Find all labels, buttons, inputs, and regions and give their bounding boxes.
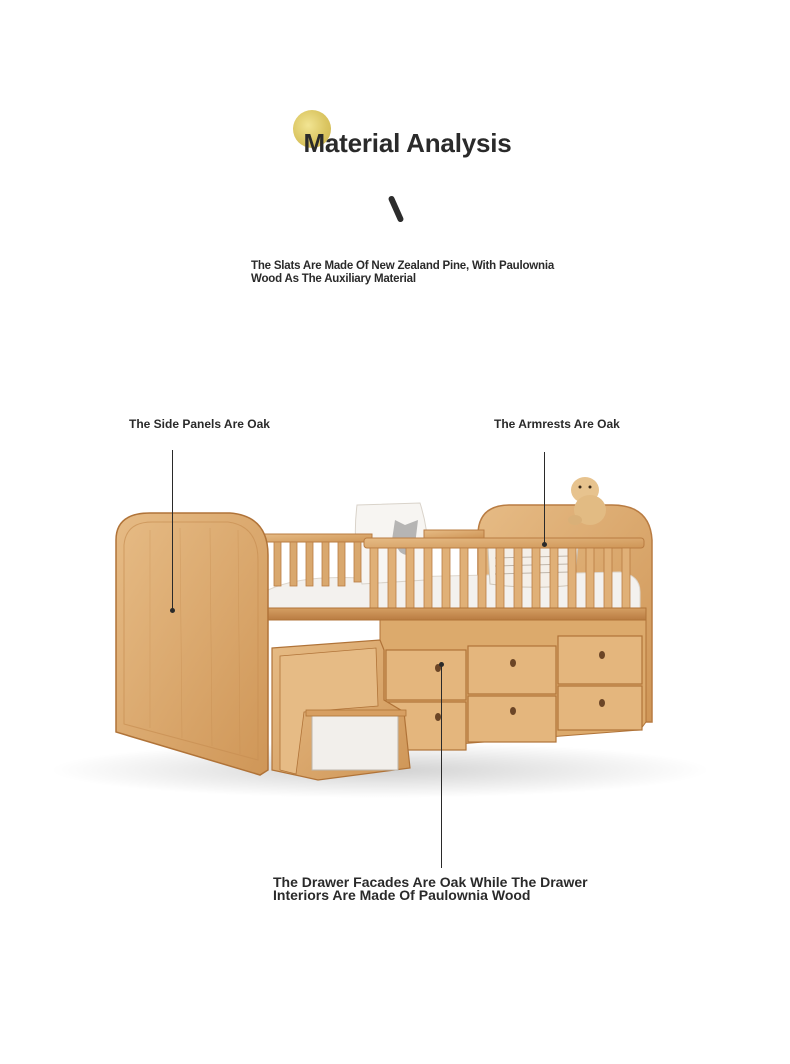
leader-line-side-panels — [172, 450, 173, 612]
armrest-top-rail — [364, 538, 644, 548]
callout-drawers: The Drawer Facades Are Oak While The Drawer Interiors Are Made Of Paulownia Wood — [273, 874, 588, 903]
leader-dot-drawers — [439, 662, 444, 667]
armrest-slats — [370, 548, 630, 610]
leader-line-drawers — [441, 666, 442, 868]
page-title: Material Analysis — [303, 128, 512, 158]
callout-armrests: The Armrests Are Oak — [494, 417, 620, 431]
leader-dot-side-panels — [170, 608, 175, 613]
leader-dot-armrests — [542, 542, 547, 547]
leader-line-armrests — [544, 452, 545, 546]
left-side-panel — [116, 513, 268, 775]
back-rail-left — [262, 534, 372, 542]
material-subtitle: The Slats Are Made Of New Zealand Pine, With Paulownia Wood As The Auxiliary Material — [251, 260, 555, 285]
callout-side-panels: The Side Panels Are Oak — [129, 417, 270, 431]
bed-front-rail — [268, 608, 646, 620]
step-storage-bin — [312, 716, 398, 770]
